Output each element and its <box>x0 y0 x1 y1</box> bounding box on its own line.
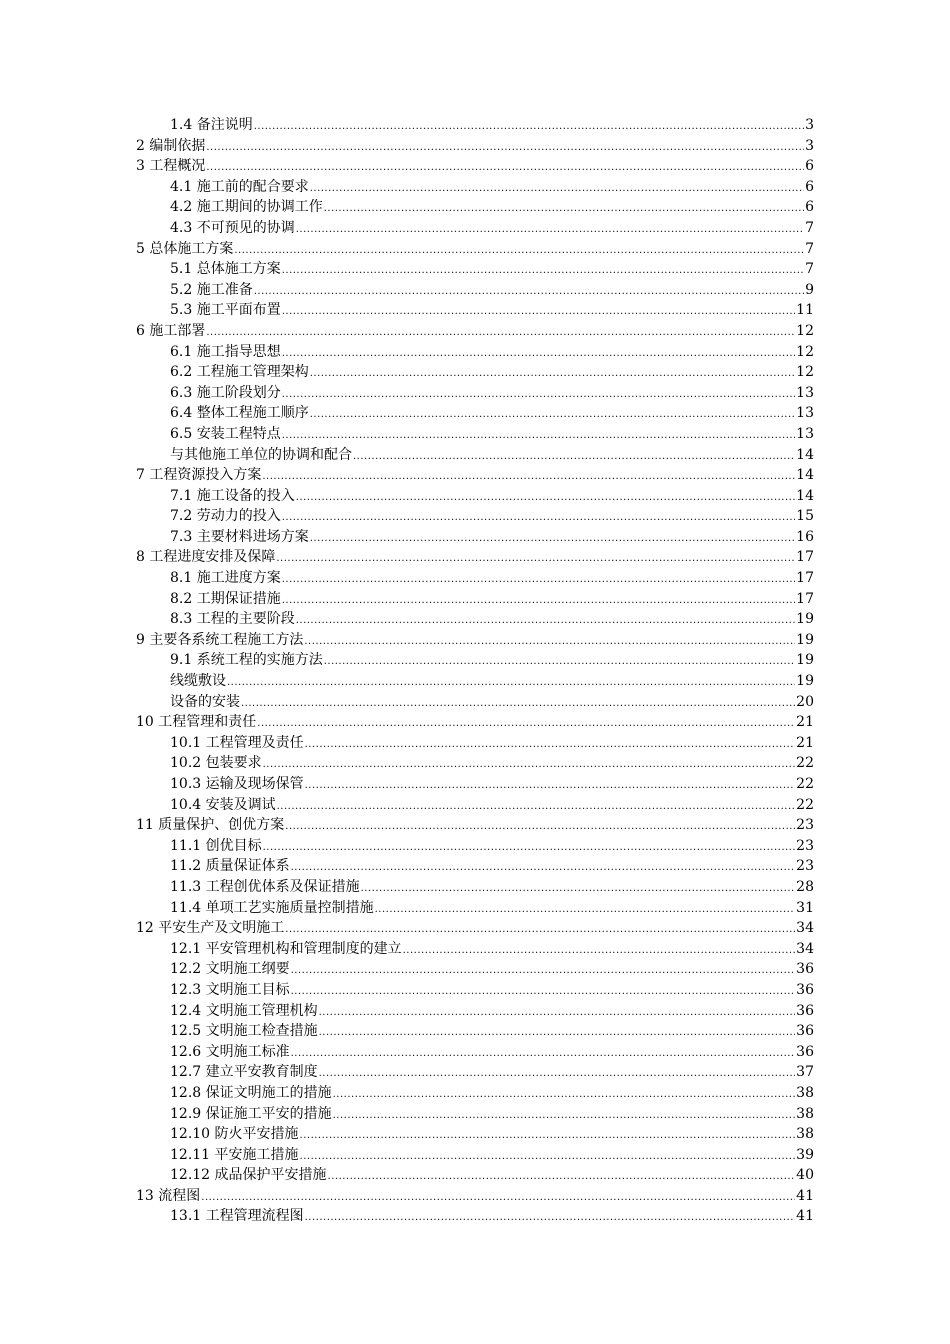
toc-entry-title: 10 工程管理和责任 <box>136 714 257 731</box>
toc-section-entry[interactable] <box>136 1104 814 1125</box>
toc-entry-title: 4.1 施工前的配合要求 <box>170 178 309 195</box>
dot-leader <box>361 879 796 900</box>
toc-entry-title: 8.2 工期保证措施 <box>170 590 281 607</box>
toc-chapter-entry[interactable] <box>136 239 814 260</box>
toc-section-entry[interactable] <box>136 1124 814 1145</box>
toc-entry-title: 12.12 成品保护平安措施 <box>170 1167 327 1184</box>
dot-leader <box>324 199 804 220</box>
toc-entry-page-number: 17 <box>796 549 814 566</box>
toc-entry-title: 6.3 施工阶段划分 <box>170 384 281 401</box>
toc-entry-title: 线缆敷设 <box>170 673 226 690</box>
toc-entry-page-number: 14 <box>796 467 814 484</box>
toc-entry-title: 6.4 整体工程施工顺序 <box>170 405 309 422</box>
toc-section-entry[interactable] <box>136 959 814 980</box>
toc-entry-page-number: 6 <box>805 199 814 216</box>
toc-section-entry[interactable] <box>136 1145 814 1166</box>
toc-entry-title: 3 工程概况 <box>136 158 206 175</box>
toc-section-entry[interactable] <box>136 197 814 218</box>
dot-leader <box>324 652 795 673</box>
toc-entry-page-number: 36 <box>796 981 814 998</box>
toc-section-entry[interactable] <box>136 218 814 239</box>
toc-entry-page-number: 23 <box>796 817 814 834</box>
toc-section-entry[interactable] <box>136 898 814 919</box>
toc-entry-page-number: 3 <box>805 137 814 154</box>
toc-entry-page-number: 19 <box>796 673 814 690</box>
toc-entry-title: 12.6 文明施工标准 <box>170 1043 290 1060</box>
toc-section-entry[interactable] <box>136 671 814 692</box>
toc-entry-page-number: 34 <box>796 920 814 937</box>
toc-entry-title: 10.3 运输及现场保管 <box>170 776 304 792</box>
toc-chapter-entry[interactable] <box>136 321 814 342</box>
toc-entry-title: 8.1 施工进度方案 <box>170 570 281 587</box>
dot-leader <box>291 858 796 879</box>
toc-entry-page-number: 40 <box>796 1167 814 1184</box>
dot-leader <box>305 735 796 756</box>
toc-entry-page-number: 20 <box>796 693 814 710</box>
toc-entry-page-number: 12 <box>796 322 814 339</box>
toc-entry-page-number: 13 <box>796 405 814 422</box>
toc-section-entry[interactable] <box>136 939 814 960</box>
dot-leader <box>403 941 796 962</box>
toc-section-entry[interactable] <box>136 692 814 713</box>
dot-leader <box>263 838 796 859</box>
dot-leader <box>282 261 804 282</box>
dot-leader <box>206 138 804 159</box>
toc-entry-title: 5.3 施工平面布置 <box>170 302 281 319</box>
toc-entry-page-number: 16 <box>796 528 814 545</box>
toc-section-entry[interactable] <box>136 445 814 466</box>
dot-leader <box>262 467 795 488</box>
toc-chapter-entry[interactable] <box>136 465 814 486</box>
toc-entry-title: 6.2 工程施工管理架构 <box>170 364 309 381</box>
toc-entry-page-number: 3 <box>805 117 814 133</box>
dot-leader <box>291 982 796 1003</box>
dot-leader <box>282 570 795 591</box>
dot-leader <box>254 117 804 138</box>
toc-entry-page-number: 11 <box>796 302 814 319</box>
dot-leader <box>285 920 795 941</box>
toc-entry-page-number: 17 <box>796 590 814 607</box>
toc-chapter-entry[interactable] <box>136 918 814 939</box>
toc-section-entry[interactable] <box>136 753 814 774</box>
dot-leader <box>234 241 804 262</box>
toc-entry-title: 13.1 工程管理流程图 <box>170 1208 304 1225</box>
toc-entry-page-number: 38 <box>796 1126 814 1143</box>
toc-entry-page-number: 19 <box>796 652 814 669</box>
toc-entry-page-number: 36 <box>796 1043 814 1060</box>
toc-section-entry[interactable] <box>136 1165 814 1186</box>
toc-chapter-entry[interactable] <box>136 630 814 651</box>
toc-entry-page-number: 37 <box>796 1064 814 1081</box>
toc-entry-title: 4.3 不可预见的协调 <box>170 219 295 236</box>
toc-section-entry[interactable] <box>136 980 814 1001</box>
dot-leader <box>353 447 795 468</box>
dot-leader <box>291 961 796 982</box>
toc-entry-title: 11.4 单项工艺实施质量控制措施 <box>170 899 374 916</box>
toc-entry-title: 与其他施工单位的协调和配合 <box>170 446 352 463</box>
toc-entry-title: 12.8 保证文明施工的措施 <box>170 1084 332 1101</box>
toc-entry-title: 11 质量保护、创优方案 <box>136 817 285 834</box>
dot-leader <box>282 385 795 406</box>
toc-entry-page-number: 28 <box>796 878 814 895</box>
dot-leader <box>282 508 795 529</box>
dot-leader <box>333 1106 796 1127</box>
toc-entry-page-number: 19 <box>796 611 814 628</box>
toc-section-entry[interactable] <box>136 568 814 589</box>
toc-entry-page-number: 22 <box>796 776 814 792</box>
toc-entry-title: 9 主要各系统工程施工方法 <box>136 631 304 648</box>
toc-entry-page-number: 39 <box>796 1146 814 1163</box>
dot-leader <box>310 405 795 426</box>
toc-entry-title: 12.4 文明施工管理机构 <box>170 1002 318 1019</box>
toc-entry-title: 7 工程资源投入方案 <box>136 467 262 484</box>
toc-entry-page-number: 12 <box>796 364 814 381</box>
toc-section-entry[interactable] <box>136 795 814 816</box>
toc-entry-title: 7.3 主要材料进场方案 <box>170 528 309 545</box>
toc-entry-title: 4.2 施工期间的协调工作 <box>170 199 323 216</box>
dot-leader <box>310 364 795 385</box>
toc-section-entry[interactable] <box>136 342 814 363</box>
toc-entry-title: 12.3 文明施工目标 <box>170 981 290 998</box>
toc-entry-title: 9.1 系统工程的实施方法 <box>170 652 323 669</box>
dot-leader <box>241 694 795 715</box>
toc-entry-page-number: 36 <box>796 961 814 978</box>
dot-leader <box>282 426 795 447</box>
toc-section-entry[interactable] <box>136 300 814 321</box>
dot-leader <box>296 488 795 509</box>
toc-entry-page-number: 7 <box>805 240 814 257</box>
toc-entry-page-number: 22 <box>796 755 814 772</box>
toc-entry-page-number: 23 <box>796 858 814 875</box>
toc-section-entry[interactable] <box>136 1021 814 1042</box>
toc-entry-title: 6.1 施工指导思想 <box>170 343 281 360</box>
toc-entry-title: 12.10 防火平安措施 <box>170 1126 299 1143</box>
toc-entry-page-number: 23 <box>796 837 814 854</box>
dot-leader <box>333 1085 796 1106</box>
dot-leader <box>254 282 804 303</box>
toc-entry-title: 8 工程进度安排及保障 <box>136 549 276 566</box>
toc-entry-page-number: 9 <box>805 281 814 298</box>
toc-entry-page-number: 13 <box>796 425 814 442</box>
toc-entry-page-number: 12 <box>796 343 814 360</box>
toc-entry-page-number: 14 <box>796 487 814 504</box>
toc-entry-page-number: 36 <box>796 1023 814 1040</box>
dot-leader <box>328 1167 796 1188</box>
toc-entry-title: 12.11 平安施工措施 <box>170 1146 299 1163</box>
toc-section-entry[interactable] <box>136 650 814 671</box>
dot-leader <box>276 549 795 570</box>
toc-entry-title: 13 流程图 <box>136 1187 201 1204</box>
toc-entry-title: 10.4 安装及调试 <box>170 796 276 813</box>
toc-entry-title: 12.5 文明施工检查措施 <box>170 1023 318 1040</box>
toc-entry-title: 12.9 保证施工平安的措施 <box>170 1105 332 1122</box>
dot-leader <box>257 714 795 735</box>
dot-leader <box>304 632 795 653</box>
toc-entry-page-number: 38 <box>796 1084 814 1101</box>
toc-entry-page-number: 7 <box>805 219 814 236</box>
dot-leader <box>305 776 796 797</box>
toc-entry-page-number: 38 <box>796 1105 814 1122</box>
toc-section-entry[interactable] <box>136 115 814 136</box>
toc-section-entry[interactable] <box>136 486 814 507</box>
toc-section-entry[interactable] <box>136 424 814 445</box>
dot-leader <box>206 158 804 179</box>
dot-leader <box>206 323 795 344</box>
dot-leader <box>300 1126 796 1147</box>
toc-entry-title: 8.3 工程的主要阶段 <box>170 611 295 628</box>
toc-entry-page-number: 34 <box>796 940 814 957</box>
toc-entry-title: 10.2 包装要求 <box>170 755 262 772</box>
toc-chapter-entry[interactable] <box>136 156 814 177</box>
toc-section-entry[interactable] <box>136 527 814 548</box>
dot-leader <box>282 302 795 323</box>
toc-entry-page-number: 6 <box>805 158 814 175</box>
toc-entry-title: 12.1 平安管理机构和管理制度的建立 <box>170 940 402 957</box>
dot-leader <box>282 591 795 612</box>
toc-entry-page-number: 17 <box>796 570 814 587</box>
toc-section-entry[interactable] <box>136 856 814 877</box>
toc-entry-page-number: 14 <box>796 446 814 463</box>
toc-entry-page-number: 7 <box>805 261 814 278</box>
toc-section-entry[interactable] <box>136 877 814 898</box>
toc-section-entry[interactable] <box>136 1062 814 1083</box>
toc-section-entry[interactable] <box>136 362 814 383</box>
dot-leader <box>296 611 795 632</box>
dot-leader <box>227 673 795 694</box>
toc-section-entry[interactable] <box>136 259 814 280</box>
table-of-contents <box>136 115 814 1227</box>
toc-entry-page-number: 13 <box>796 384 814 401</box>
toc-entry-title: 12.7 建立平安教育制度 <box>170 1064 318 1081</box>
toc-section-entry[interactable] <box>136 836 814 857</box>
toc-section-entry[interactable] <box>136 177 814 198</box>
dot-leader <box>296 220 804 241</box>
dot-leader <box>201 1188 795 1209</box>
toc-chapter-entry[interactable] <box>136 815 814 836</box>
toc-entry-title: 7.2 劳动力的投入 <box>170 508 281 525</box>
toc-section-entry[interactable] <box>136 403 814 424</box>
toc-section-entry[interactable] <box>136 280 814 301</box>
toc-entry-page-number: 41 <box>796 1187 814 1204</box>
dot-leader <box>310 529 795 550</box>
toc-chapter-entry[interactable] <box>136 712 814 733</box>
toc-entry-page-number: 22 <box>796 796 814 813</box>
toc-chapter-entry[interactable] <box>136 1186 814 1207</box>
toc-section-entry[interactable] <box>136 589 814 610</box>
dot-leader <box>319 1003 796 1024</box>
toc-entry-page-number: 36 <box>796 1002 814 1019</box>
dot-leader <box>285 817 795 838</box>
toc-chapter-entry[interactable] <box>136 547 814 568</box>
toc-chapter-entry[interactable] <box>136 136 814 157</box>
toc-entry-page-number: 6 <box>805 178 814 195</box>
toc-section-entry[interactable] <box>136 1042 814 1063</box>
toc-entry-title: 设备的安装 <box>170 693 240 710</box>
toc-entry-page-number: 41 <box>796 1208 814 1225</box>
toc-entry-page-number: 21 <box>796 714 814 731</box>
toc-section-entry[interactable] <box>136 774 814 795</box>
dot-leader <box>310 179 804 200</box>
dot-leader <box>375 900 796 921</box>
dot-leader <box>263 755 796 776</box>
toc-section-entry[interactable] <box>136 609 814 630</box>
toc-section-entry[interactable] <box>136 506 814 527</box>
toc-entry-title: 5 总体施工方案 <box>136 240 234 257</box>
dot-leader <box>291 1044 796 1065</box>
toc-section-entry[interactable] <box>136 383 814 404</box>
toc-entry-title: 12.2 文明施工纲要 <box>170 961 290 978</box>
toc-entry-title: 2 编制依据 <box>136 137 206 154</box>
toc-entry-title: 10.1 工程管理及责任 <box>170 734 304 751</box>
toc-entry-title: 11.1 创优目标 <box>170 837 262 854</box>
toc-section-entry[interactable] <box>136 733 814 754</box>
dot-leader <box>319 1023 796 1044</box>
toc-entry-title: 5.2 施工准备 <box>170 281 253 298</box>
toc-entry-title: 11.2 质量保证体系 <box>170 858 290 875</box>
toc-entry-title: 6.5 安装工程特点 <box>170 425 281 442</box>
dot-leader <box>319 1064 796 1085</box>
toc-entry-page-number: 21 <box>796 734 814 751</box>
toc-entry-title: 7.1 施工设备的投入 <box>170 487 295 504</box>
toc-entry-page-number: 15 <box>796 508 814 525</box>
dot-leader <box>282 344 795 365</box>
toc-entry-title: 1.4 备注说明 <box>170 117 253 133</box>
dot-leader <box>277 797 796 818</box>
toc-entry-title: 12 平安生产及文明施工 <box>136 920 285 937</box>
dot-leader <box>305 1208 796 1229</box>
toc-entry-title: 5.1 总体施工方案 <box>170 261 281 278</box>
dot-leader <box>300 1147 796 1168</box>
toc-entry-page-number: 31 <box>796 899 814 916</box>
toc-entry-title: 11.3 工程创优体系及保证措施 <box>170 878 360 895</box>
toc-section-entry[interactable] <box>136 1083 814 1104</box>
toc-entry-page-number: 19 <box>796 631 814 648</box>
toc-entry-title: 6 施工部署 <box>136 322 206 339</box>
toc-section-entry[interactable] <box>136 1001 814 1022</box>
toc-section-entry[interactable] <box>136 1206 814 1227</box>
